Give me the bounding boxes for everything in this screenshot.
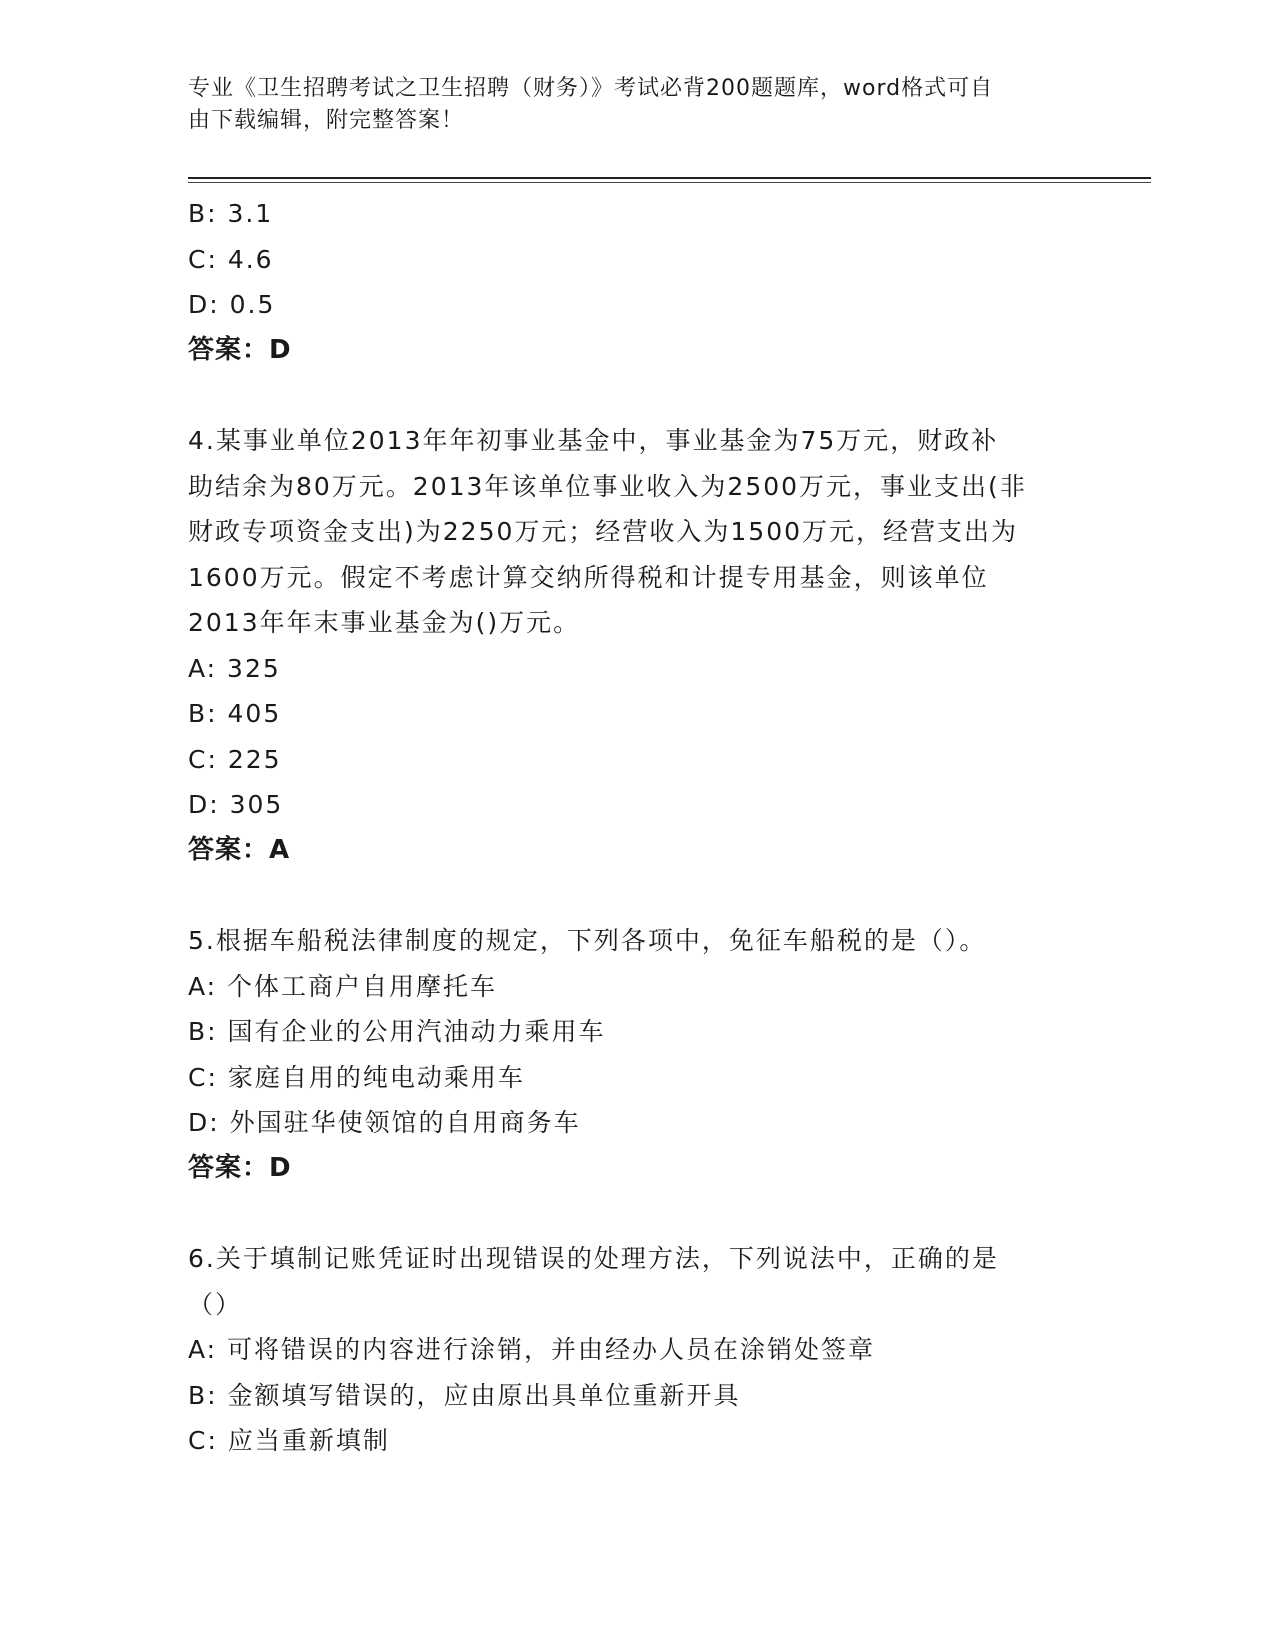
question-text-line: 1600万元。假定不考虑计算交纳所得税和计提专用基金，则该单位 xyxy=(188,562,989,592)
question-text-line: 5.根据车船税法律制度的规定，下列各项中，免征车船税的是（）。 xyxy=(188,926,987,955)
header-divider-thin xyxy=(188,182,1151,183)
option-c: C: 应当重新填制 xyxy=(188,1426,390,1455)
question-6 xyxy=(188,1236,1088,1464)
option-c: C: 225 xyxy=(188,744,282,774)
spacer xyxy=(188,373,1088,418)
option-d: D: 外国驻华使领馆的自用商务车 xyxy=(188,1108,581,1137)
question-5 xyxy=(188,918,1088,1191)
option-b: B: 405 xyxy=(188,699,282,728)
option-d: D: 305 xyxy=(188,790,284,819)
header-line-2: 由下载编辑，附完整答案！ xyxy=(188,108,465,133)
option-c: C: 家庭自用的纯电动乘用车 xyxy=(188,1062,525,1092)
question-text-line: （） xyxy=(188,1289,243,1319)
question-text-line: 2013年年末事业基金为()万元。 xyxy=(188,608,581,637)
spacer xyxy=(188,1191,1088,1236)
document-header xyxy=(188,73,1068,137)
answer: 答案：D xyxy=(188,334,292,365)
option-b: B: 3.1 xyxy=(188,199,274,228)
spacer xyxy=(188,873,1088,918)
answer: 答案：A xyxy=(188,834,291,865)
option-c: C: 4.6 xyxy=(188,244,274,274)
option-a: A: 325 xyxy=(188,653,281,683)
question-text-line: 财政专项资金支出)为2250万元；经营收入为1500万元，经营支出为 xyxy=(188,517,1019,546)
question-text-line: 6.关于填制记账凭证时出现错误的处理方法，下列说法中，正确的是 xyxy=(188,1244,999,1273)
option-d: D: 0.5 xyxy=(188,290,276,319)
header-divider-thick xyxy=(188,177,1151,179)
question-4 xyxy=(188,418,1088,873)
answer: 答案：D xyxy=(188,1152,292,1183)
header-line-1: 专业《卫生招聘考试之卫生招聘（财务）》考试必背200题题库，word格式可自 xyxy=(188,76,994,101)
option-b: B: 国有企业的公用汽油动力乘用车 xyxy=(188,1017,606,1046)
question-text-line: 助结余为80万元。2013年该单位事业收入为2500万元，事业支出(非 xyxy=(188,471,1027,501)
option-a: A: 个体工商户自用摩托车 xyxy=(188,971,498,1001)
question-text-line: 4.某事业单位2013年年初事业基金中，事业基金为75万元，财政补 xyxy=(188,426,999,455)
option-a: A: 可将错误的内容进行涂销，并由经办人员在涂销处签章 xyxy=(188,1335,876,1364)
question-list xyxy=(188,191,1088,1464)
question-3-tail xyxy=(188,191,1088,373)
option-b: B: 金额填写错误的，应由原出具单位重新开具 xyxy=(188,1380,741,1410)
